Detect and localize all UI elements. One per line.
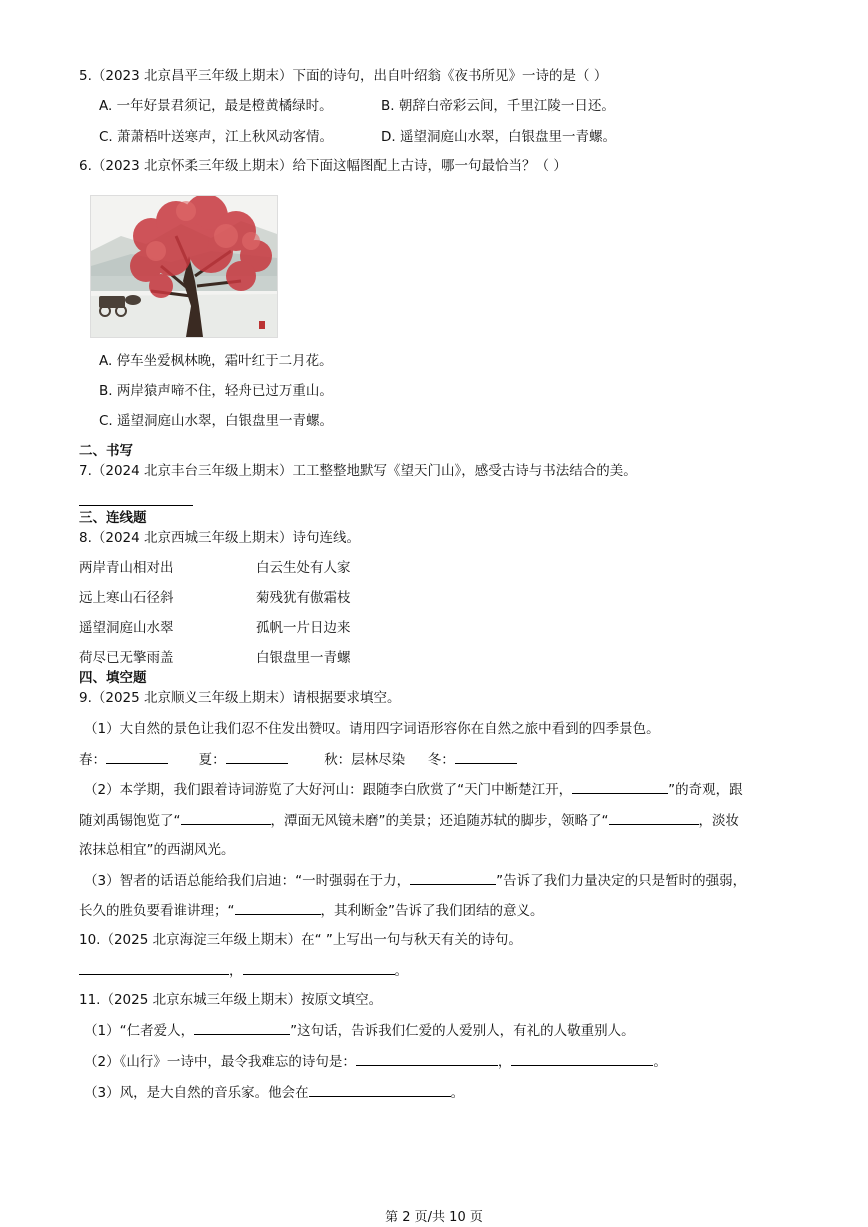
q10-period: 。 <box>394 963 408 979</box>
q8-right-item: 白银盘里一青螺 <box>256 650 351 666</box>
q11-part2-text: （2）《山行》一诗中，最令我难忘的诗句是： <box>84 1054 356 1070</box>
q11-part2-text: ， <box>497 1054 512 1070</box>
q9-autumn-label: 秋：层林尽染 <box>324 752 406 768</box>
q11-part1-blank[interactable] <box>194 1020 290 1035</box>
q9-part3-blank2[interactable] <box>235 900 321 915</box>
q9-part2-text: （2）本学期，我们跟着诗词游览了大好河山：跟随李白欣赏了“天门中断楚江开， <box>84 782 573 798</box>
q6-option-b: B. 两岸猿声啼不住，轻舟已过万重山。 <box>99 383 333 399</box>
q5-option-a: A. 一年好景君须记，最是橙黄橘绿时。 <box>99 98 333 114</box>
q11-part3-text: （3）风，是大自然的音乐家。他会在 <box>84 1085 309 1101</box>
q9-part2-line2 <box>79 810 739 830</box>
q11-part3-blank[interactable] <box>309 1082 451 1097</box>
q8-match-row <box>0 588 868 608</box>
q9-part2-text: ”的奇观，跟 <box>668 782 743 798</box>
q9-winter-blank[interactable] <box>455 749 517 764</box>
q9-part2-text: ，潭面无风镜未磨”的美景；还追随苏轼的脚步，领略了“ <box>270 813 609 829</box>
q5-option-c: C. 萧萧梧叶送寒声，江上秋风动客情。 <box>99 129 334 145</box>
q10-answer-row <box>79 960 408 980</box>
q10-blank2[interactable] <box>243 960 395 975</box>
q9-part1: （1）大自然的景色让我们忍不住发出赞叹。请用四字词语形容你在自然之旅中看到的四季景色。 <box>84 721 660 737</box>
q11-part1 <box>84 1020 635 1040</box>
q9-spring-label: 春： <box>79 752 106 768</box>
q9-spring-blank[interactable] <box>106 749 168 764</box>
q8-match-row <box>0 648 868 668</box>
q5-options-row1 <box>99 96 615 116</box>
section-heading-writing: 二、书写 <box>79 443 133 459</box>
q9-part3-text: ”告诉了我们力量决定的只是暂时的强弱， <box>496 873 747 889</box>
q8-stem: 8.（2024 北京西城三年级上期末）诗句连线。 <box>79 530 361 546</box>
q8-match-row <box>0 618 868 638</box>
q8-right-item: 孤帆一片日边来 <box>256 620 351 636</box>
q8-right-item: 白云生处有人家 <box>256 560 351 576</box>
q11-part2-blank2[interactable] <box>511 1051 653 1066</box>
q11-part1-text: ”这句话，告诉我们仁爱的人爱别人，有礼的人敬重别人。 <box>290 1023 635 1039</box>
section-heading-matching: 三、连线题 <box>79 510 147 526</box>
q9-part3-text: （3）智者的话语总能给我们启迪：“一时强弱在于力， <box>84 873 411 889</box>
section-heading-fill-blanks: 四、填空题 <box>79 670 147 686</box>
q11-part3-text: 。 <box>450 1085 465 1101</box>
q8-left-item: 遥望洞庭山水翠 <box>79 620 174 636</box>
q9-part2-blank1[interactable] <box>572 779 668 794</box>
q5-stem: 5.（2023 北京昌平三年级上期末）下面的诗句，出自叶绍翁《夜书所见》一诗的是（ ） <box>79 68 608 84</box>
q9-part2-text: 随刘禹锡饱览了“ <box>79 813 181 829</box>
q11-part2-text: 。 <box>653 1054 667 1070</box>
q8-match-row <box>0 558 868 578</box>
q5-option-d: D. 遥望洞庭山水翠，白银盘里一青螺。 <box>381 129 616 145</box>
q9-part2-text: ，淡妆 <box>698 813 739 829</box>
q11-stem: 11.（2025 北京东城三年级上期末）按原文填空。 <box>79 992 383 1008</box>
q8-right-item: 菊残犹有傲霜枝 <box>256 590 351 606</box>
q9-part2-blank2[interactable] <box>181 810 271 825</box>
q9-summer-label: 夏： <box>198 752 226 768</box>
q9-part3-text: 长久的胜负要看谁讲理；“ <box>79 903 235 919</box>
q9-part2-blank3[interactable] <box>609 810 699 825</box>
q6-stem: 6.（2023 北京怀柔三年级上期末）给下面这幅图配上古诗，哪一句最恰当？（ ） <box>79 158 567 174</box>
q9-stem: 9.（2025 北京顺义三年级上期末）请根据要求填空。 <box>79 690 401 706</box>
q9-summer-blank[interactable] <box>226 749 288 764</box>
q9-winter-label: 冬： <box>427 752 455 768</box>
q9-part3-line1 <box>84 870 746 890</box>
maple-tree-painting <box>90 195 278 338</box>
q7-answer-line[interactable] <box>79 505 193 506</box>
q6-option-a: A. 停车坐爱枫林晚，霜叶红于二月花。 <box>99 353 333 369</box>
q8-left-item: 两岸青山相对出 <box>79 560 174 576</box>
q9-part3-blank1[interactable] <box>410 870 496 885</box>
q11-part2-blank1[interactable] <box>356 1051 498 1066</box>
q8-left-item: 荷尽已无擎雨盖 <box>79 650 174 666</box>
q11-part2 <box>84 1051 667 1071</box>
q10-blank1[interactable] <box>79 960 229 975</box>
q11-part1-text: （1）“仁者爱人， <box>84 1023 195 1039</box>
q9-part3-line2 <box>79 900 544 920</box>
q11-part3 <box>84 1082 464 1102</box>
q10-comma: ， <box>229 963 243 979</box>
page-number-footer: 第 2 页/共 10 页 <box>385 1210 483 1225</box>
q7-stem: 7.（2024 北京丰台三年级上期末）工工整整地默写《望天门山》，感受古诗与书法结合的美。 <box>79 463 637 479</box>
q9-part2-line3: 浓抹总相宜”的西湖风光。 <box>79 842 235 858</box>
q9-part2-line1 <box>84 779 743 799</box>
q5-options-row2 <box>99 127 616 147</box>
q9-part3-text: ，其利断金”告诉了我们团结的意义。 <box>320 903 544 919</box>
q10-stem: 10.（2025 北京海淀三年级上期末）在“ ”上写出一句与秋天有关的诗句。 <box>79 932 522 948</box>
q8-left-item: 远上寒山石径斜 <box>79 590 174 606</box>
q9-seasons-row <box>79 749 517 769</box>
q6-option-c: C. 遥望洞庭山水翠，白银盘里一青螺。 <box>99 413 334 429</box>
q5-option-b: B. 朝辞白帝彩云间，千里江陵一日还。 <box>381 98 615 114</box>
